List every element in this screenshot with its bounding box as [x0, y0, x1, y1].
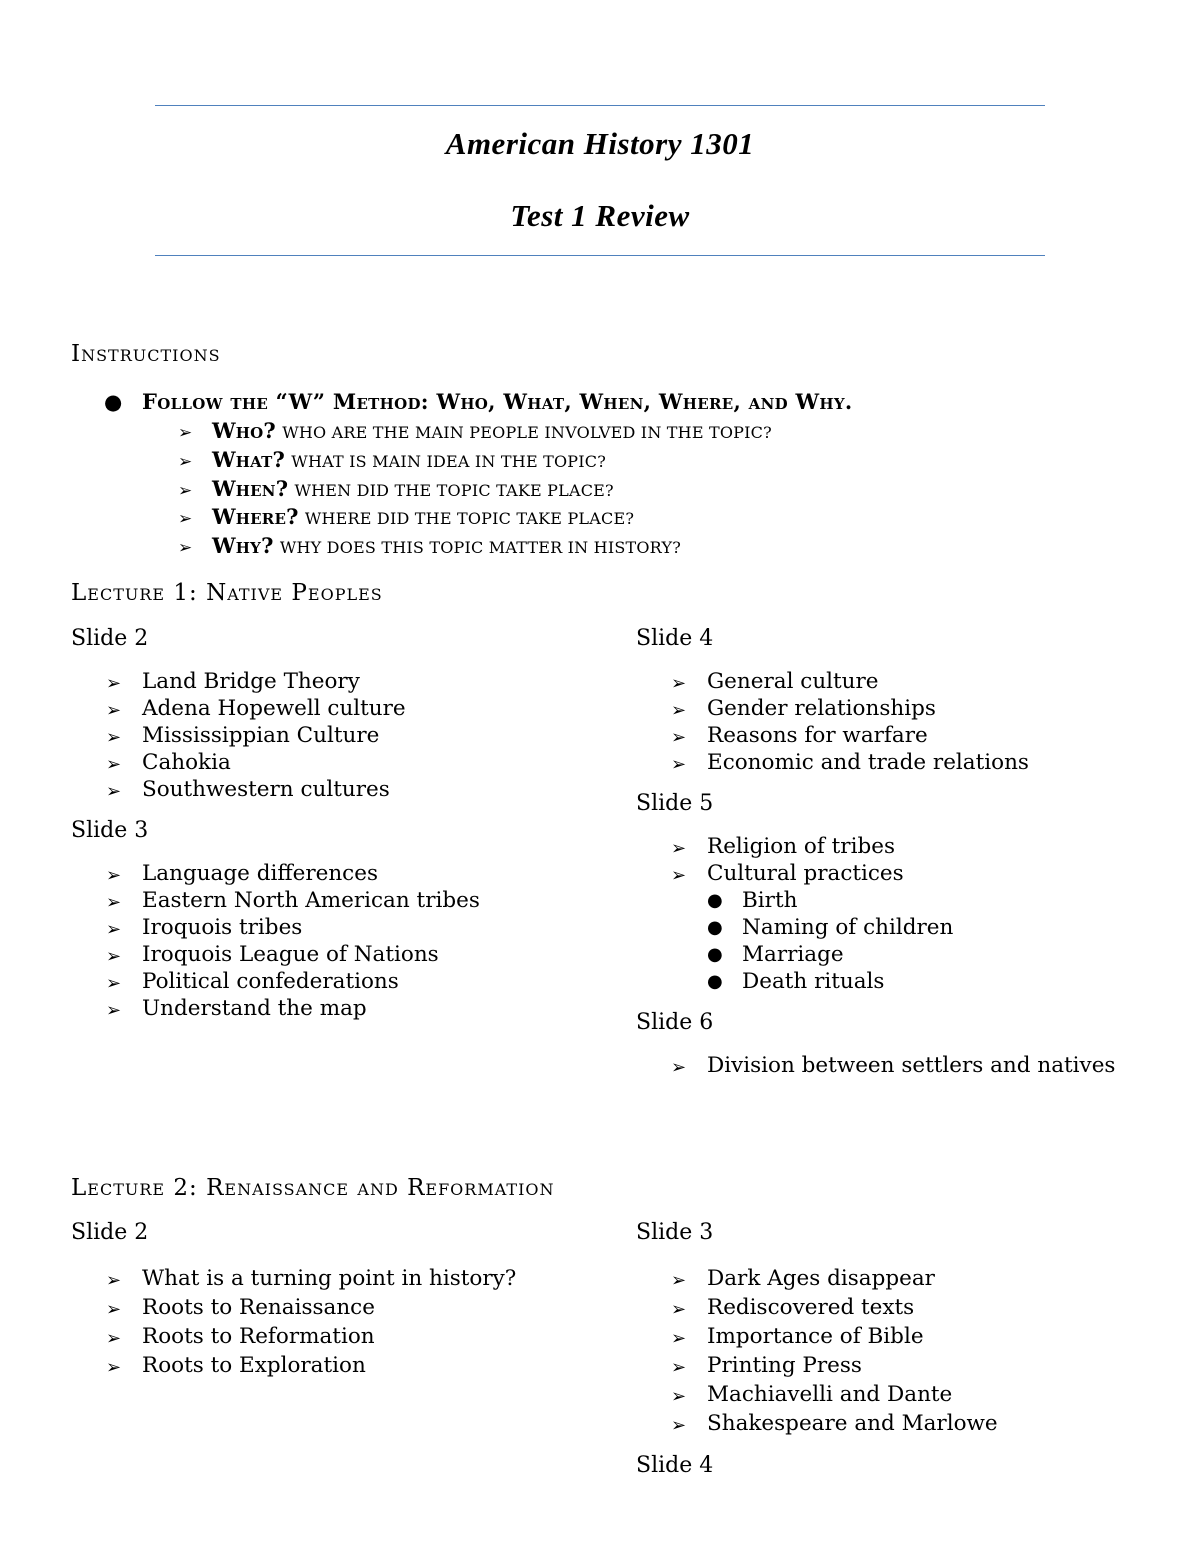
lecture2-slide2-title: Slide 2 [71, 1220, 149, 1245]
bottom-rule [155, 255, 1045, 256]
lecture1-slide6-title: Slide 6 [636, 1010, 714, 1035]
lecture1-slide5-list [671, 833, 954, 995]
list-item: ➢ Iroquois tribes [142, 914, 480, 941]
method-bullet [104, 389, 853, 414]
list-item: ➢ Division between settlers and natives [707, 1052, 1115, 1079]
lecture1-slide6-list [671, 1052, 1116, 1079]
arrow-bullet-icon: ➢ [178, 423, 193, 443]
document-subtitle: Test 1 Review [510, 198, 690, 233]
lecture1-slide2-list [106, 668, 406, 803]
arrow-bullet-icon: ➢ [671, 1270, 687, 1291]
list-item: ➢ Roots to Exploration [142, 1351, 516, 1380]
list-item: ➢ Rediscovered texts [707, 1293, 998, 1322]
sub-list-item: ● Naming of children [707, 915, 954, 940]
lecture1-slide4-list [671, 668, 1029, 776]
lecture1-slide4-title: Slide 4 [636, 626, 714, 651]
arrow-bullet-icon: ➢ [106, 892, 122, 913]
arrow-bullet-icon: ➢ [671, 865, 687, 886]
bullet-icon: ● [707, 944, 723, 965]
question-who: ➢ Who? WHO ARE THE MAIN PEOPLE INVOLVED IN THE TOPIC? [178, 418, 772, 443]
list-item: ➢ Importance of Bible [707, 1322, 998, 1351]
arrow-bullet-icon: ➢ [671, 727, 687, 748]
question-when: ➢ When? WHEN DID THE TOPIC TAKE PLACE? [178, 476, 614, 501]
arrow-bullet-icon: ➢ [178, 509, 193, 529]
arrow-bullet-icon: ➢ [106, 700, 122, 721]
arrow-bullet-icon: ➢ [106, 754, 122, 775]
document-title: American History 1301 [445, 126, 755, 161]
list-item: ➢ Iroquois League of Nations [142, 941, 480, 968]
arrow-bullet-icon: ➢ [671, 1386, 687, 1407]
arrow-bullet-icon: ➢ [178, 538, 193, 558]
arrow-bullet-icon: ➢ [671, 1328, 687, 1349]
lecture1-slide5-title: Slide 5 [636, 791, 714, 816]
list-item: ➢ Land Bridge Theory [142, 668, 406, 695]
arrow-bullet-icon: ➢ [671, 700, 687, 721]
method-text: Follow the “W” Method: Who, What, When, Where, and Why. [142, 389, 853, 414]
bullet-icon: ● [707, 890, 723, 911]
bullet-icon: ● [104, 390, 123, 414]
arrow-bullet-icon: ➢ [106, 1299, 122, 1320]
lecture2-slide2-list [106, 1264, 517, 1380]
lecture1-slide3-title: Slide 3 [71, 818, 149, 843]
arrow-bullet-icon: ➢ [671, 1299, 687, 1320]
list-item: ➢ Economic and trade relations [707, 749, 1029, 776]
sub-list-item: ● Death rituals [707, 969, 885, 994]
list-item: ➢ Gender relationships [707, 695, 1029, 722]
list-item: ➢ Roots to Reformation [142, 1322, 516, 1351]
list-item: ➢ Cultural practices [707, 860, 953, 887]
question-why: ➢ Why? WHY DOES THIS TOPIC MATTER IN HISTORY? [178, 533, 681, 558]
bullet-icon: ● [707, 917, 723, 938]
sub-list-item: ● Marriage [707, 942, 844, 967]
arrow-bullet-icon: ➢ [106, 1270, 122, 1291]
arrow-bullet-icon: ➢ [106, 1357, 122, 1378]
list-item: ➢ Southwestern cultures [142, 776, 406, 803]
list-item: ➢ Religion of tribes [707, 833, 953, 860]
lecture2-slide4-title: Slide 4 [636, 1453, 714, 1478]
lecture1-slide3-list [106, 860, 480, 1022]
question-where: ➢ Where? WHERE DID THE TOPIC TAKE PLACE? [178, 504, 635, 529]
arrow-bullet-icon: ➢ [106, 973, 122, 994]
arrow-bullet-icon: ➢ [106, 781, 122, 802]
arrow-bullet-icon: ➢ [106, 673, 122, 694]
arrow-bullet-icon: ➢ [106, 727, 122, 748]
lecture2-slide3-list [671, 1264, 998, 1438]
arrow-bullet-icon: ➢ [671, 1415, 687, 1436]
arrow-bullet-icon: ➢ [671, 1357, 687, 1378]
arrow-bullet-icon: ➢ [106, 946, 122, 967]
list-item: ➢ General culture [707, 668, 1029, 695]
arrow-bullet-icon: ➢ [106, 865, 122, 886]
arrow-bullet-icon: ➢ [671, 838, 687, 859]
arrow-bullet-icon: ➢ [671, 754, 687, 775]
list-item: ➢ Roots to Renaissance [142, 1293, 516, 1322]
arrow-bullet-icon: ➢ [178, 481, 193, 501]
lecture1-heading: Lecture 1: Native Peoples [71, 580, 383, 606]
question-what: ➢ What? WHAT IS MAIN IDEA IN THE TOPIC? [178, 447, 607, 472]
list-item: ➢ Mississippian Culture [142, 722, 406, 749]
list-item: ➢ Eastern North American tribes [142, 887, 480, 914]
top-rule [155, 105, 1045, 106]
list-item: ➢ Cahokia [142, 749, 406, 776]
list-item: ➢ Adena Hopewell culture [142, 695, 406, 722]
list-item: ➢ Dark Ages disappear [707, 1264, 998, 1293]
list-item: ➢ Understand the map [142, 995, 480, 1022]
arrow-bullet-icon: ➢ [106, 1328, 122, 1349]
arrow-bullet-icon: ➢ [671, 673, 687, 694]
list-item: ➢ What is a turning point in history? [142, 1264, 516, 1293]
list-item: ➢ Political confederations [142, 968, 480, 995]
list-item: ➢ Shakespeare and Marlowe [707, 1409, 998, 1438]
list-item: ➢ Printing Press [707, 1351, 998, 1380]
arrow-bullet-icon: ➢ [106, 919, 122, 940]
lecture2-slide3-title: Slide 3 [636, 1220, 714, 1245]
list-item: ➢ Language differences [142, 860, 480, 887]
arrow-bullet-icon: ➢ [671, 1057, 687, 1078]
arrow-bullet-icon: ➢ [106, 1000, 122, 1021]
arrow-bullet-icon: ➢ [178, 452, 193, 472]
lecture1-slide2-title: Slide 2 [71, 626, 149, 651]
list-item: ➢ Machiavelli and Dante [707, 1380, 998, 1409]
bullet-icon: ● [707, 971, 723, 992]
list-item: ➢ Reasons for warfare [707, 722, 1029, 749]
sub-list-item: ● Birth [707, 888, 798, 913]
instructions-heading: Instructions [71, 341, 221, 367]
lecture2-heading: Lecture 2: Renaissance and Reformation [71, 1175, 555, 1201]
